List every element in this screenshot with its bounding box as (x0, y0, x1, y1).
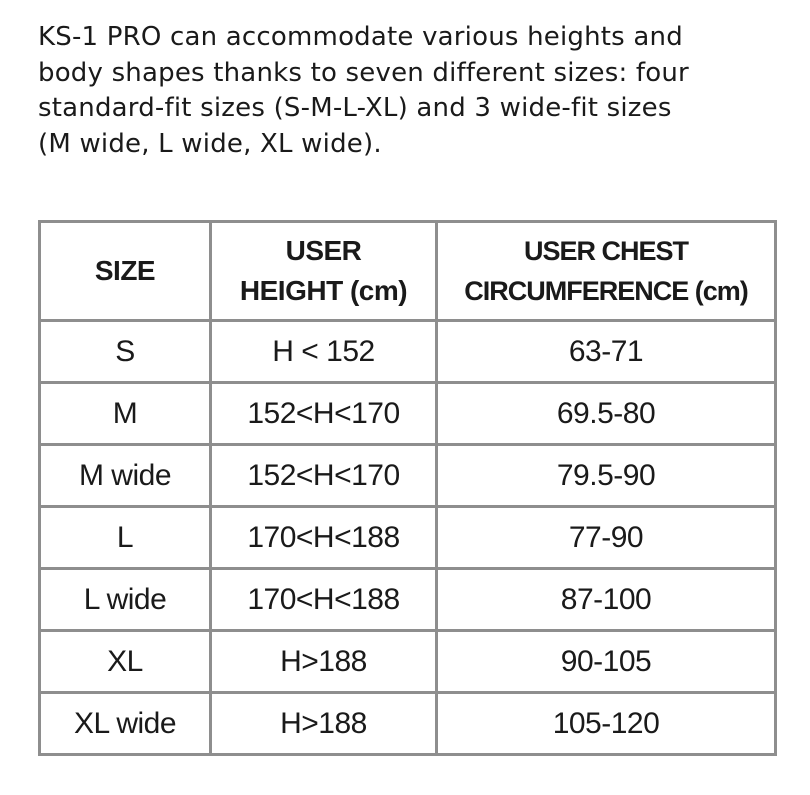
intro-line: body shapes thanks to seven different sizes: four (38, 57, 689, 88)
cell-chest: 105-120 (437, 693, 776, 755)
cell-height: H>188 (211, 693, 437, 755)
header-user-chest (437, 222, 776, 321)
header-chest-line: CIRCUMFERENCE (cm) (464, 276, 748, 306)
cell-height: 170<H<188 (211, 569, 437, 631)
header-user-height (211, 222, 437, 321)
table-header-row (40, 222, 776, 321)
cell-chest: 69.5-80 (437, 383, 776, 445)
header-height-line: HEIGHT (cm) (239, 275, 408, 306)
header-chest-line: USER CHEST (523, 236, 689, 266)
cell-height: 170<H<188 (211, 507, 437, 569)
size-chart-table (38, 220, 777, 756)
cell-size: XL (40, 631, 211, 693)
table-row (40, 693, 776, 755)
cell-size: XL wide (40, 693, 211, 755)
intro-line: standard-fit sizes (S-M-L-XL) and 3 wide-fit sizes (38, 93, 672, 123)
table-row (40, 569, 776, 631)
cell-height: H < 152 (211, 321, 437, 383)
cell-chest: 87-100 (437, 569, 776, 631)
cell-height: H>188 (211, 631, 437, 693)
header-size (40, 222, 211, 321)
cell-size: M wide (40, 445, 211, 507)
cell-chest: 79.5-90 (437, 445, 776, 507)
cell-size: L (40, 507, 211, 569)
cell-chest: 77-90 (437, 507, 776, 569)
intro-line: KS-1 PRO can accommodate various heights and (38, 22, 683, 52)
cell-height: 152<H<170 (211, 383, 437, 445)
table-row (40, 321, 776, 383)
table-row (40, 383, 776, 445)
cell-size: M (40, 383, 211, 445)
header-size-label: SIZE (94, 255, 156, 286)
table-row (40, 507, 776, 569)
cell-chest: 63-71 (437, 321, 776, 383)
cell-size: L wide (40, 569, 211, 631)
cell-size: S (40, 321, 211, 383)
header-height-line: USER (285, 235, 362, 266)
intro-line: (M wide, L wide, XL wide). (38, 128, 382, 159)
cell-chest: 90-105 (437, 631, 776, 693)
intro-paragraph (38, 20, 788, 162)
table-row (40, 445, 776, 507)
cell-height: 152<H<170 (211, 445, 437, 507)
table-row (40, 631, 776, 693)
